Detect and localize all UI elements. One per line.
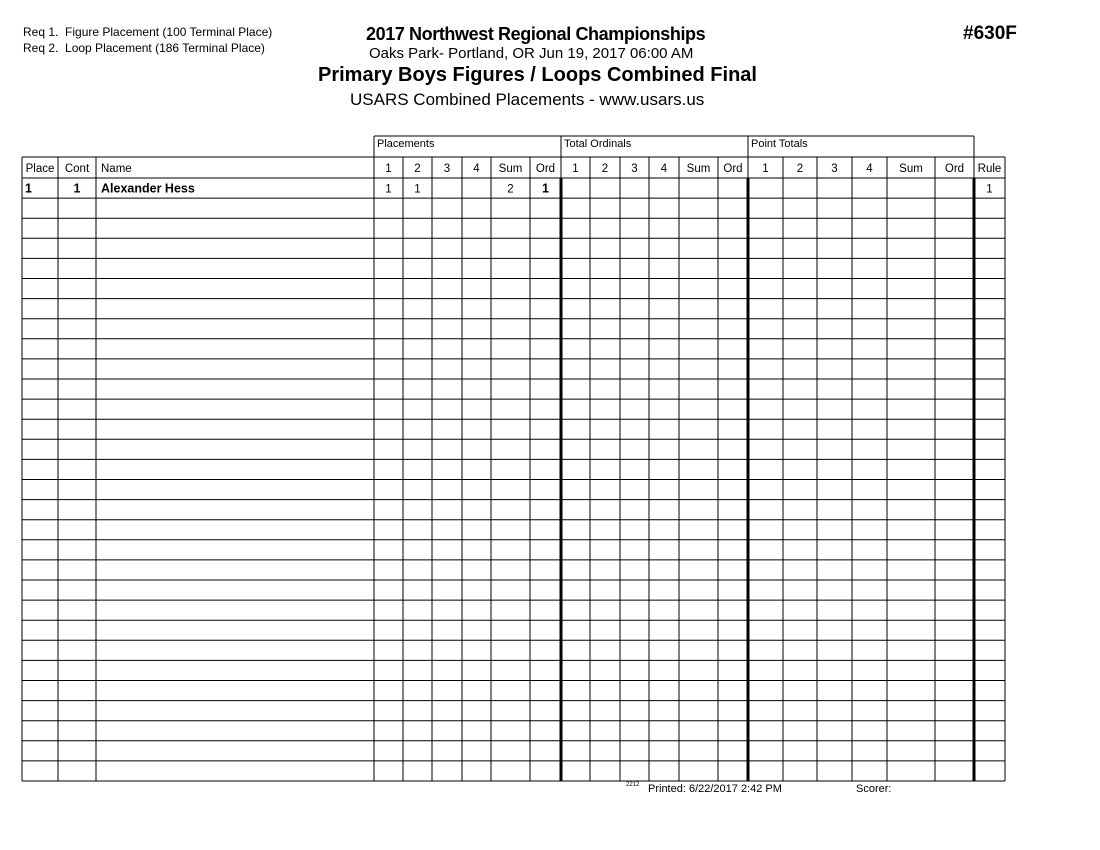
requirement-2-text: Loop Placement (186 Terminal Place) bbox=[65, 41, 265, 55]
column-header-ord: Ord bbox=[944, 163, 965, 175]
column-header-1: 1 bbox=[385, 163, 392, 175]
cell-value: 1 bbox=[414, 183, 421, 196]
column-header-sum: Sum bbox=[899, 163, 923, 175]
column-header-place: Place bbox=[25, 163, 55, 175]
column-header-3: 3 bbox=[831, 163, 838, 175]
requirement-2-label: Req 2. bbox=[23, 41, 59, 55]
column-header-4: 4 bbox=[660, 163, 668, 175]
column-header-2: 2 bbox=[601, 163, 609, 175]
group-header-point-totals: Point Totals bbox=[751, 138, 808, 150]
cell-value: 2 bbox=[507, 183, 514, 196]
column-header-3: 3 bbox=[443, 163, 451, 175]
group-header-total-ordinals: Total Ordinals bbox=[564, 138, 632, 150]
championship-title: 2017 Northwest Regional Championships bbox=[366, 24, 706, 44]
column-header-ord: Ord bbox=[535, 163, 556, 175]
column-header-cont: Cont bbox=[64, 163, 90, 175]
column-header-name: Name bbox=[101, 163, 132, 175]
column-header-4: 4 bbox=[866, 163, 873, 175]
cell-value: 1 bbox=[385, 183, 392, 196]
footer-code: 2212 bbox=[626, 782, 640, 788]
column-header-3: 3 bbox=[631, 163, 638, 175]
cell-place: 1 bbox=[25, 181, 32, 196]
column-header-rule: Rule bbox=[977, 163, 1002, 175]
cell-rule: 1 bbox=[986, 183, 993, 196]
event-title: Primary Boys Figures / Loops Combined Final bbox=[318, 64, 757, 86]
site-line: USARS Combined Placements - www.usars.us bbox=[350, 90, 705, 109]
column-header-4: 4 bbox=[473, 163, 480, 175]
requirement-1-label: Req 1. bbox=[23, 25, 59, 39]
column-header-sum: Sum bbox=[686, 163, 711, 175]
column-header-sum: Sum bbox=[498, 163, 523, 175]
cell-value: 1 bbox=[542, 181, 549, 196]
group-header-placements: Placements bbox=[377, 138, 435, 150]
column-header-1: 1 bbox=[572, 163, 579, 175]
event-number: #630F bbox=[963, 23, 1017, 44]
column-header-ord: Ord bbox=[723, 163, 743, 175]
column-header-2: 2 bbox=[414, 163, 421, 175]
scorer-label: Scorer: bbox=[856, 783, 892, 795]
location-date: Oaks Park- Portland, OR Jun 19, 2017 06:00 AM bbox=[369, 45, 694, 62]
cell-name: Alexander Hess bbox=[101, 181, 195, 196]
column-header-2: 2 bbox=[796, 163, 804, 175]
requirement-1-text: Figure Placement (100 Terminal Place) bbox=[65, 25, 273, 39]
column-header-1: 1 bbox=[762, 163, 769, 175]
cell-cont: 1 bbox=[73, 181, 81, 196]
printed-timestamp: Printed: 6/22/2017 2:42 PM bbox=[648, 783, 782, 795]
